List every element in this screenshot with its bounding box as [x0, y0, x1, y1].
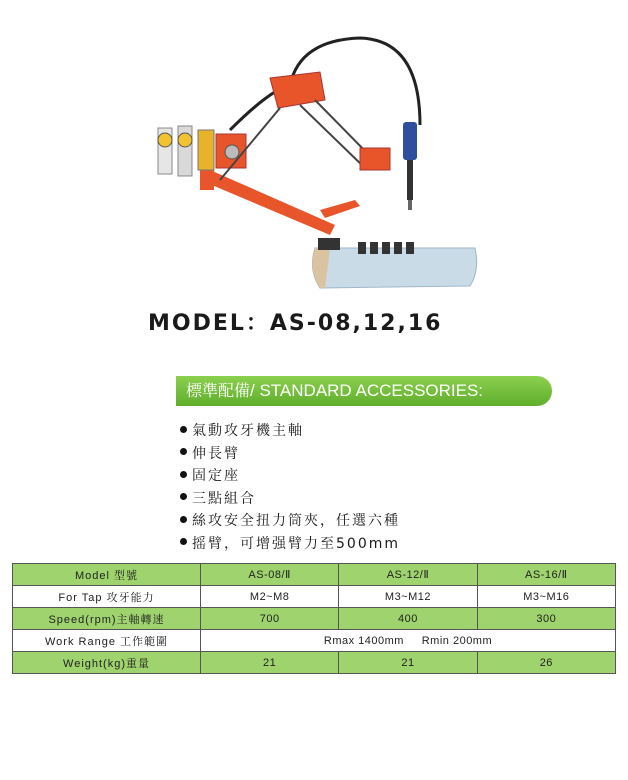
value-cell: 300: [477, 608, 615, 630]
row-label-cell: Speed(rpm)主軸轉速: [13, 608, 201, 630]
spec-table: [12, 563, 616, 674]
bullet-icon: [180, 538, 187, 545]
header-model-cell: AS-08/Ⅱ: [201, 564, 339, 586]
value-cell: 400: [339, 608, 477, 630]
table-row: [13, 630, 616, 652]
list-item: [180, 465, 400, 488]
accessories-heading-en: / STANDARD ACCESSORIES:: [250, 381, 484, 400]
list-item: [180, 420, 400, 443]
bullet-icon: [180, 471, 187, 478]
value-cell: 26: [477, 652, 615, 674]
list-item-text: 伸長臂: [192, 445, 240, 462]
list-item-text: 絲攻安全扭力筒夾，任選六種: [192, 513, 400, 530]
header-model-cell: AS-12/Ⅱ: [339, 564, 477, 586]
list-item-text: 氣動攻牙機主軸: [192, 423, 304, 439]
list-item: [180, 533, 400, 556]
accessories-heading: [176, 376, 552, 406]
air-tapping-spindle: [403, 122, 417, 210]
list-item-text: 摇臂，可增强臂力至500mm: [192, 535, 400, 552]
list-item: [180, 488, 400, 511]
list-item-text: 固定座: [192, 468, 240, 485]
spindle-holder: [360, 148, 390, 170]
value-cell: M3~M16: [477, 586, 615, 608]
table-header-row: [13, 564, 616, 586]
accessories-heading-cn: 標準配備: [186, 381, 251, 400]
header-label-cell: Model 型號: [13, 564, 201, 586]
bullet-icon: [180, 426, 187, 433]
base-mount: [318, 238, 340, 250]
value-cell: M3~M12: [339, 586, 477, 608]
table-row: [13, 652, 616, 674]
row-label-cell: Weight(kg)重量: [13, 652, 201, 674]
bullet-icon: [180, 516, 187, 523]
merged-value-cell: Rmax 1400mm Rmin 200mm: [201, 630, 616, 652]
value-cell: 21: [339, 652, 477, 674]
row-label-cell: Work Range 工作範圍: [13, 630, 201, 652]
table-row: [13, 608, 616, 630]
accessories-list: [180, 420, 400, 556]
list-item-text: 三點組合: [192, 490, 256, 507]
list-item: [180, 443, 400, 466]
list-item: [180, 510, 400, 533]
value-cell: 21: [201, 652, 339, 674]
bullet-icon: [180, 493, 187, 500]
header-model-cell: AS-16/Ⅱ: [477, 564, 615, 586]
tapping-machine-illustration: [120, 30, 500, 300]
table-row: [13, 586, 616, 608]
air-filter-unit: [158, 126, 246, 176]
value-cell: 700: [201, 608, 339, 630]
model-title: MODEL：AS-08,12,16: [148, 311, 443, 336]
value-cell: M2~M8: [201, 586, 339, 608]
bullet-icon: [180, 448, 187, 455]
row-label-cell: For Tap 攻牙能力: [13, 586, 201, 608]
air-hose: [230, 38, 420, 130]
